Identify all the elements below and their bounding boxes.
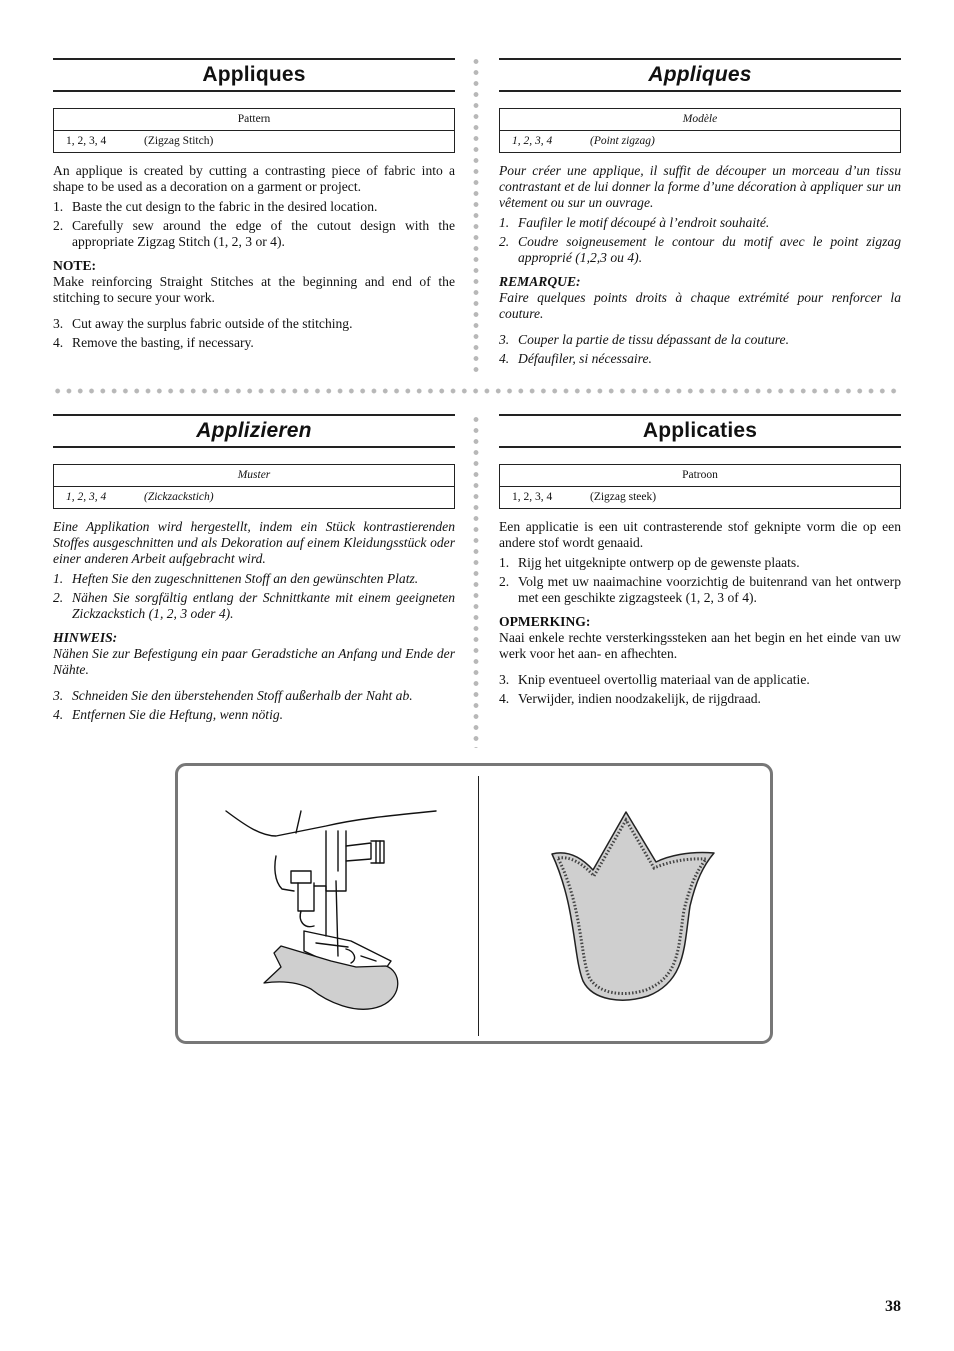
pattern-name: (Point zigzag) <box>590 135 655 147</box>
step-text: Rijg het uitgeknipte ontwerp op de gewenste plaats. <box>518 555 800 570</box>
dotted-divider-vertical <box>473 414 479 748</box>
section-french <box>499 58 901 370</box>
list-item <box>499 691 901 707</box>
note-text: Naai enkele rechte versterkingssteken aan het begin en het einde van uw werk voor het aan- en afhechten. <box>499 630 901 661</box>
step-text: Faufiler le motif découpé à l’endroit souhaité. <box>518 215 770 230</box>
steps-list <box>53 571 455 622</box>
steps-list <box>499 672 901 707</box>
section-title: Appliques <box>53 58 455 92</box>
step-text: Cut away the surplus fabric outside of the stitching. <box>72 316 353 331</box>
steps-list <box>499 555 901 606</box>
list-item <box>53 688 455 704</box>
step-text: Carefully sew around the edge of the cutout design with the appropriate Zigzag Stitch (1, 2, 3 or 4). <box>72 218 455 249</box>
pattern-table <box>53 108 455 153</box>
note-heading: NOTE: <box>53 258 97 273</box>
step-text: Heften Sie den zugeschnittenen Stoff an den gewünschten Platz. <box>72 571 419 586</box>
step-text: Défaufiler, si nécessaire. <box>518 351 652 366</box>
step-text: Baste the cut design to the fabric in the desired location. <box>72 199 378 214</box>
pattern-name: (Zickzackstich) <box>144 491 214 503</box>
pattern-header: Modèle <box>500 109 900 131</box>
step-number: 2. <box>499 574 510 589</box>
step-number: 1. <box>53 571 64 586</box>
step-text: Verwijder, indien noodzakelijk, de rijgdraad. <box>518 691 761 706</box>
section-title: Appliques <box>499 58 901 92</box>
step-number: 1. <box>53 199 64 214</box>
dotted-divider-vertical <box>473 56 479 376</box>
step-number: 1. <box>499 215 510 230</box>
section-title: Applizieren <box>53 414 455 448</box>
pattern-row <box>54 487 454 508</box>
section-body <box>53 519 455 723</box>
section-body <box>499 519 901 707</box>
step-number: 3. <box>499 672 510 687</box>
step-number: 4. <box>499 691 510 706</box>
intro-text: Pour créer une applique, il suffit de découper un morceau d’un tissu contrastant et de lui donner la forme d’une décoration à appliquer sur un vêtement ou sur un ouvrage. <box>499 163 901 210</box>
pattern-header: Pattern <box>54 109 454 131</box>
step-text: Schneiden Sie den überstehenden Stoff außerhalb der Naht ab. <box>72 688 413 703</box>
list-item <box>53 590 455 622</box>
step-number: 2. <box>53 218 64 233</box>
list-item <box>499 215 901 231</box>
list-item <box>499 351 901 367</box>
step-number: 3. <box>499 332 510 347</box>
section-german <box>53 414 455 726</box>
steps-list <box>53 316 455 351</box>
step-number: 4. <box>53 707 64 722</box>
intro-text: Een applicatie is een uit contrasterende stof geknipte vorm die op een andere stof wordt genaaid. <box>499 519 901 550</box>
step-text: Remove the basting, if necessary. <box>72 335 254 350</box>
illustration-box <box>175 763 773 1044</box>
pattern-name: (Zigzag steek) <box>590 491 657 503</box>
list-item <box>499 672 901 688</box>
steps-list <box>53 688 455 723</box>
note-heading: OPMERKING: <box>499 614 591 629</box>
pattern-table <box>53 464 455 509</box>
step-number: 4. <box>499 351 510 366</box>
pattern-numbers: 1, 2, 3, 4 <box>66 491 107 503</box>
steps-list <box>499 215 901 266</box>
note-heading: REMARQUE: <box>499 274 581 289</box>
step-number: 3. <box>53 316 64 331</box>
step-text: Volg met uw naaimachine voorzichtig de buitenrand van het ontwerp met een geschikte zigzagsteek (1, 2, 3 of 4). <box>518 574 901 605</box>
step-text: Coudre soigneusement le contour du motif avec le point zigzag approprié (1,2,3 ou 4). <box>518 234 901 265</box>
note-text: Nähen Sie zur Befestigung ein paar Geradstiche an Anfang und Ende der Nähte. <box>53 646 455 677</box>
list-item <box>53 316 455 332</box>
step-text: Knip eventueel overtollig materiaal van de applicatie. <box>518 672 810 687</box>
section-english <box>53 58 455 354</box>
pattern-name: (Zigzag Stitch) <box>144 135 214 147</box>
step-number: 4. <box>53 335 64 350</box>
pattern-row <box>500 131 900 152</box>
step-number: 3. <box>53 688 64 703</box>
pattern-numbers: 1, 2, 3, 4 <box>512 135 553 147</box>
list-item <box>53 218 455 250</box>
step-text: Couper la partie de tissu dépassant de la couture. <box>518 332 789 347</box>
list-item <box>53 335 455 351</box>
dotted-divider-horizontal <box>52 388 902 394</box>
pattern-numbers: 1, 2, 3, 4 <box>512 491 553 503</box>
pattern-row <box>500 487 900 508</box>
section-title: Applicaties <box>499 414 901 448</box>
step-number: 1. <box>499 555 510 570</box>
list-item <box>53 571 455 587</box>
tulip-applique-icon <box>538 806 738 1006</box>
step-text: Nähen Sie sorgfältig entlang der Schnittkante mit einem geeigneten Zickzackstich (1, 2, 3 oder 4). <box>72 590 455 621</box>
pattern-row <box>54 131 454 152</box>
step-text: Entfernen Sie die Heftung, wenn nötig. <box>72 707 284 722</box>
pattern-header: Muster <box>54 465 454 487</box>
steps-list <box>53 199 455 250</box>
list-item <box>499 332 901 348</box>
step-number: 2. <box>53 590 64 605</box>
pattern-numbers: 1, 2, 3, 4 <box>66 135 107 147</box>
section-body <box>53 163 455 351</box>
sewing-machine-presser-foot-icon <box>186 771 476 1041</box>
note-text: Faire quelques points droits à chaque extrémité pour renforcer la couture. <box>499 290 901 321</box>
list-item <box>53 199 455 215</box>
section-body <box>499 163 901 367</box>
intro-text: An applique is created by cutting a contrasting piece of fabric into a shape to be used as a decoration on a garment or project. <box>53 163 455 194</box>
note-text: Make reinforcing Straight Stitches at the beginning and end of the stitching to secure your work. <box>53 274 455 305</box>
list-item <box>499 234 901 266</box>
step-number: 2. <box>499 234 510 249</box>
section-dutch <box>499 414 901 710</box>
illustration-divider <box>478 776 479 1036</box>
list-item <box>53 707 455 723</box>
pattern-header: Patroon <box>500 465 900 487</box>
page-number: 38 <box>885 1298 901 1315</box>
list-item <box>499 555 901 571</box>
note-heading: HINWEIS: <box>53 630 118 645</box>
pattern-table <box>499 464 901 509</box>
steps-list <box>499 332 901 367</box>
intro-text: Eine Applikation wird hergestellt, indem ein Stück kontrastierenden Stoffes ausgeschnitten und als Dekoration auf einem Kleidungsstück oder einer anderen Arbeit aufgebracht wird. <box>53 519 455 566</box>
list-item <box>499 574 901 606</box>
pattern-table <box>499 108 901 153</box>
fabric-applique-shape <box>264 946 398 1009</box>
